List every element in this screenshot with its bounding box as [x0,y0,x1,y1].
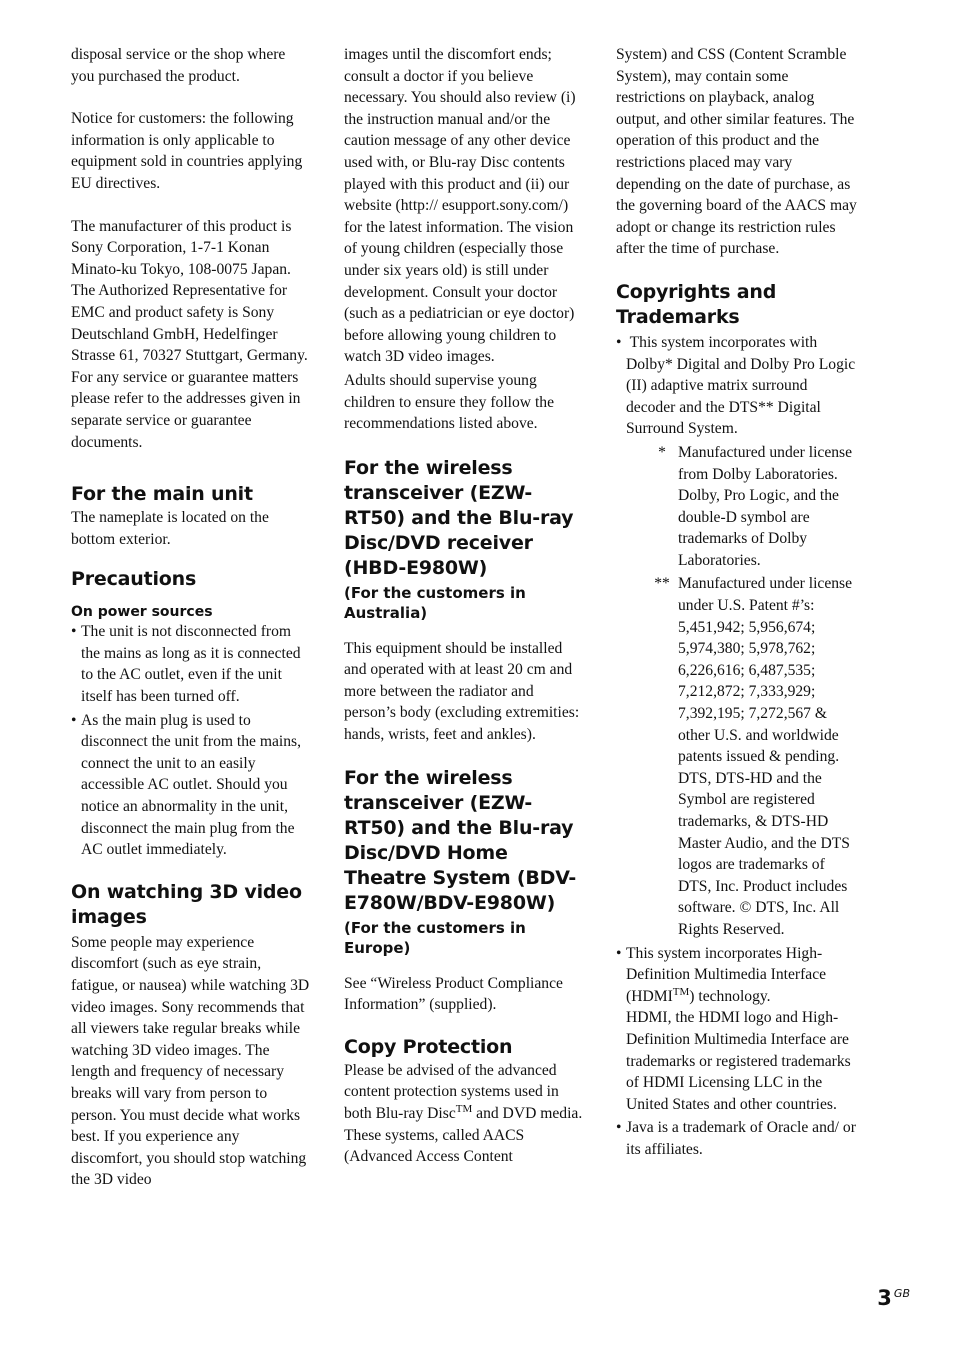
list-item-java: • Java is a trademark of Oracle and/ or its affiliates. [616,1117,860,1160]
paragraph-copy-continued: System) and CSS (Content Scramble System), may contain some restrictions on playback, analog output, and other similar features. The operation of this product and the restrictions placed may vary depending on the date of purchase, as the governing board of the AACS may adopt or change its restriction rules after the time of purchase. [616,46,857,258]
trademark-sup: TM [455,1102,473,1115]
copy-text-end: and DVD media. These systems, called AACS (Advanced Access Content [344,1105,583,1166]
column-left [71,44,311,1191]
paragraph-nameplate: The nameplate is located on the bottom exterior. [71,509,269,548]
hdmi-trademark-text: HDMI, the HDMI logo and High-Definition Multimedia Interface are trademarks or registered trademarks of HDMI Licensing LLC in the United States and other countries. [626,1009,851,1113]
footnote-dolby [626,442,860,572]
paragraph-adults: Adults should supervise young children to ensure they follow the recommendations listed above. [344,371,555,433]
paragraph-europe: See “Wireless Product Compliance Information” (supplied). [344,974,563,1014]
hdmi-text-start: This system incorporates High-Definition Multimedia Interface (HDMI [626,944,827,1005]
page-number-value: 3 [877,1286,892,1310]
paragraph-manufacturer: The manufacturer of this product is Sony Corporation, 1-7-1 Konan Minato-ku Tokyo, 108-0075 Japan. The Authorized Representative for EMC and product safety is Sony Deutschland GmbH, Hedelfinger Strasse 61, 70327 Stuttgart, Germany. For any service or guarantee matters please refer to the addresses given in separate service or guarantee documents. [71,217,308,451]
trademarks-list [616,332,860,1161]
heading-precautions: Precautions [71,568,197,591]
paragraph-disposal: disposal service or the shop where you purchased the product. [71,46,286,85]
subheading-power-sources: On power sources [71,604,213,621]
list-item: • As the main plug is used to disconnect the unit from the mains, connect the unit to an easily accessible AC outlet. Should you notice an abnormality in the unit, disconnect the main plug from the AC outlet immediately. [71,710,311,861]
footnote-dolby-text: Manufactured under license from Dolby Laboratories. Dolby, Pro Logic, and the double-D symbol are trademarks of Dolby Laboratories. [678,443,853,569]
list-item-hdmi [616,943,860,1116]
power-sources-list [71,621,311,861]
column-right [616,44,860,1161]
heading-copyrights-trademarks: Copyrights and Trademarks [616,280,777,328]
trademark-sup: TM [672,985,690,998]
subheading-australia: (For the customers in Australia) [344,583,526,622]
paragraph-australia: This equipment should be installed and operated with at least 20 cm and more between the radiator and person’s body (excluding extremities: hands, wrists, feet and ankles). [344,639,580,744]
paragraph-3d-continued: images until the discomfort ends; consult a doctor if you believe necessary. You should also review (i) the instruction manual and/or the caution message of any other device used with, or Blu-ray Disc contents played with this product and (ii) our website (http:// esupport.sony.com/) for the latest information. The vision of young children (especially those under six years old) is still under development. Consult your doctor (such as a pediatrician or eye doctor) before allowing young children to watch 3D video images. [344,46,576,366]
paragraph-watching-3d: Some people may experience discomfort (such as eye strain, fatigue, or nausea) while watching 3D video images. Sony recommends that all viewers take regular breaks while watching 3D video images. The length and frequency of necessary breaks will vary from person to person. You must decide what works best. If you experience any discomfort, you should stop watching the 3D video [71,933,310,1189]
page-number-suffix: GB [893,1287,910,1300]
heading-watching-3d: On watching 3D video images [71,880,302,928]
list-item: • The unit is not disconnected from the mains as long as it is connected to the AC outlet, even if the unit itself has been turned off. [71,621,311,707]
footnote-mark: ** [654,575,670,593]
column-middle [344,44,584,1168]
footnotes-list [626,442,860,941]
footnote-dts [626,573,860,940]
heading-main-unit: For the main unit [71,483,253,506]
heading-wireless-australia: For the wireless transceiver (EZW-RT50) and the Blu-ray Disc/DVD receiver (HBD-E980W) [344,456,574,579]
list-item-dolby-dts [616,332,860,941]
dolby-dts-text: This system incorporates with Dolby* Digital and Dolby Pro Logic (II) adaptive matrix surround decoder and the DTS** Digital Surround System. [626,333,856,438]
heading-wireless-europe: For the wireless transceiver (EZW-RT50) and the Blu-ray Disc/DVD Home Theatre System (BDV-E780W/BDV-E980W) [344,766,577,914]
page-number [877,1286,910,1310]
footnote-dts-text: Manufactured under license under U.S. Patent #’s: 5,451,942; 5,956,674; 5,974,380; 5,978,762; 6,226,616; 6,487,535; 7,212,872; 7,333,929; 7,392,195; 7,272,567 & other U.S. and worldwide patents issued & pending. DTS, DTS-HD and the Symbol are registered trademarks, & DTS-HD Master Audio, and the DTS logos are trademarks of DTS, Inc. Product includes software. © DTS, Inc. All Rights Reserved. [678,575,853,938]
footnote-mark: * [658,443,666,461]
paragraph-copy-protection [344,1060,584,1168]
heading-copy-protection: Copy Protection [344,1035,513,1058]
hdmi-text-end: ) technology. [689,987,771,1005]
copy-text-start: Please be advised of the advanced content protection systems used in both Blu-ray Disc [344,1061,559,1123]
paragraph-eu-notice: Notice for customers: the following information is only applicable to equipment sold in countries applying EU directives. [71,110,303,192]
subheading-europe: (For the customers in Europe) [344,918,526,957]
